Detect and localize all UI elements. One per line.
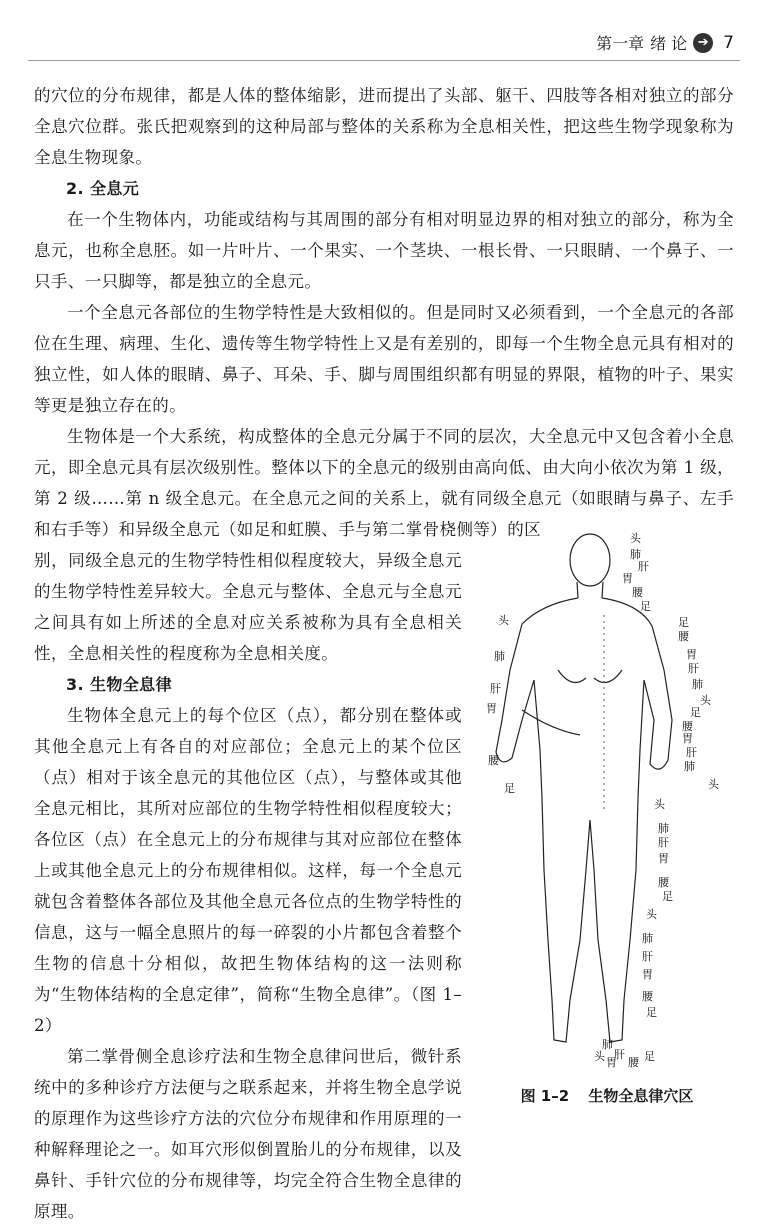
fig-label: 胃 <box>642 968 653 981</box>
fig-label: 头 <box>498 614 509 627</box>
fig-label: 胃 <box>486 702 497 715</box>
arrow-right-icon: ➔ <box>693 33 713 53</box>
paragraph: 生物体是一个大系统，构成整体的全息元分属于不同的层次，大全息元中又包含着小全息元，即全息元具有层次级别性。整体以下的全息元的级别由高向低、由大向小依次为第 1 级，第 2 级……第 n 级全息元。在全息元之间的关系上，就有同级全息元（如眼睛与鼻子、左手和右手等）和异级全息元（如足和虹膜、手与第二掌骨桡侧等）的区 <box>34 427 734 539</box>
chapter-title: 绪 论 <box>650 34 688 53</box>
fig-label: 肝 <box>642 950 653 963</box>
fig-label: 肝 <box>490 682 501 695</box>
fig-label: 头 <box>700 694 711 707</box>
fig-label: 头 <box>654 798 665 811</box>
paragraph: 一个全息元各部位的生物学特性是大致相似的。但是同时又必须看到，一个全息元的各部位在生理、病理、生化、遗传等生物学特性上又是有差别的，即每一个生物全息元具有相对的独立性，如人体的眼睛、鼻子、耳朵、手、脚与周围组织都有明显的界限，植物的叶子、果实等更是独立存在的。 <box>34 303 734 415</box>
figure-number: 图 1–2 <box>520 1087 570 1105</box>
section-heading: 2. 全息元 <box>66 179 140 198</box>
fig-label: 腰 <box>642 990 653 1003</box>
left-leg-outline <box>542 798 590 1042</box>
neck-outline <box>577 582 603 598</box>
figure-caption <box>482 1085 732 1106</box>
fig-label: 头 <box>646 908 657 921</box>
fig-label: 腰 <box>682 720 693 733</box>
fig-label: 肝 <box>658 836 669 849</box>
fig-label: 足 <box>646 1006 657 1019</box>
header-rule <box>28 60 740 61</box>
fig-label: 足 <box>678 616 689 629</box>
fig-label: 腰 <box>632 586 643 599</box>
fig-label: 足 <box>690 706 701 719</box>
fig-label: 肺 <box>602 1038 613 1051</box>
forearm-across <box>522 710 580 735</box>
fig-label: 肺 <box>658 822 669 835</box>
fig-label: 胃 <box>658 852 669 865</box>
fig-label: 腰 <box>678 630 689 643</box>
fig-label: 胃 <box>686 648 697 661</box>
body-illustration <box>482 520 732 1080</box>
torso-outline <box>534 680 644 798</box>
chest-outline <box>558 670 622 683</box>
fig-label: 胃 <box>682 732 693 745</box>
fig-label: 肝 <box>614 1048 625 1061</box>
fig-label: 胃 <box>606 1056 617 1069</box>
fig-label: 头 <box>594 1050 605 1063</box>
fig-label: 足 <box>504 782 515 795</box>
fig-label: 足 <box>640 600 651 613</box>
fig-label: 头 <box>708 778 719 791</box>
fig-label: 肝 <box>688 662 699 675</box>
paragraph: 的穴位的分布规律，都是人体的整体缩影，进而提出了头部、躯干、四肢等各相对独立的部分全息穴位群。张氏把观察到的这种局部与整体的关系称为全息相关性，把这些生物学现象称为全息生物现象。 <box>34 86 734 167</box>
fig-label: 足 <box>644 1050 655 1063</box>
fig-label: 腰 <box>488 754 499 767</box>
chapter-label: 第一章 <box>596 34 645 53</box>
right-leg-outline <box>590 798 638 1042</box>
fig-label: 肝 <box>686 746 697 759</box>
paragraph: 第二掌骨侧全息诊疗法和生物全息律问世后，微针系统中的多种诊疗方法便与之联系起来，并将生物全息学说的原理作为这些诊疗方法的穴位分布规律和作用原理的一种解释理论之一。如耳穴形似倒置胎儿的分布规律，以及鼻针、手针穴位的分布规律等，均完全符合生物全息律的原理。 <box>34 1047 462 1221</box>
fig-label: 足 <box>662 890 673 903</box>
fig-label: 肺 <box>494 650 505 663</box>
fig-label: 肺 <box>684 760 695 773</box>
page-number: 7 <box>723 32 734 53</box>
paragraph: 别，同级全息元的生物学特性相似程度较大，异级全息元的生物学特性差异较大。全息元与整体、全息元与全息元之间具有如上所述的全息对应关系被称为具有全息相关性，全息相关性的程度称为全息相关度。 <box>34 551 462 663</box>
paragraph: 在一个生物体内，功能或结构与其周围的部分有相对明显边界的相对独立的部分，称为全息元，也称全息胚。如一片叶片、一个果实、一个茎块、一根长骨、一只眼睛、一个鼻子、一只手、一只脚等，都是独立的全息元。 <box>34 210 734 291</box>
fig-label: 胃 <box>622 572 633 585</box>
right-arm-outline <box>602 598 672 769</box>
section-heading: 3. 生物全息律 <box>66 675 172 694</box>
fig-label: 肺 <box>642 932 653 945</box>
fig-label: 腰 <box>658 876 669 889</box>
fig-label: 肺 <box>692 678 703 691</box>
running-header <box>596 31 734 54</box>
fig-label: 腰 <box>628 1056 639 1069</box>
fig-label: 头 <box>630 532 641 545</box>
fig-label: 肺 <box>630 548 641 561</box>
figure-caption-text: 生物全息律穴区 <box>588 1087 694 1105</box>
paragraph: 生物体全息元上的每个位区（点），都分别在整体或其他全息元上有各自的对应部位；全息元上的某个位区（点）相对于该全息元的其他位区（点），与整体或其他全息元相比，其所对应部位的生物学特性相似程度较大；各位区（点）在全息元上的分布规律与其对应部位在整体上或其他全息元上的分布规律相似。这样，每一个全息元就包含着整体各部位及其他全息元各位点的生物学特性的信息，这与一幅全息照片的每一碎裂的小片都包含着整个生物的信息十分相似，故把生物体结构的这一法则称为“生物体结构的全息定律”，简称“生物全息律”。（图 1–2） <box>34 706 462 1035</box>
fig-label: 肝 <box>638 560 649 573</box>
head-outline <box>570 534 610 586</box>
figure-holographic-body <box>482 520 732 1110</box>
